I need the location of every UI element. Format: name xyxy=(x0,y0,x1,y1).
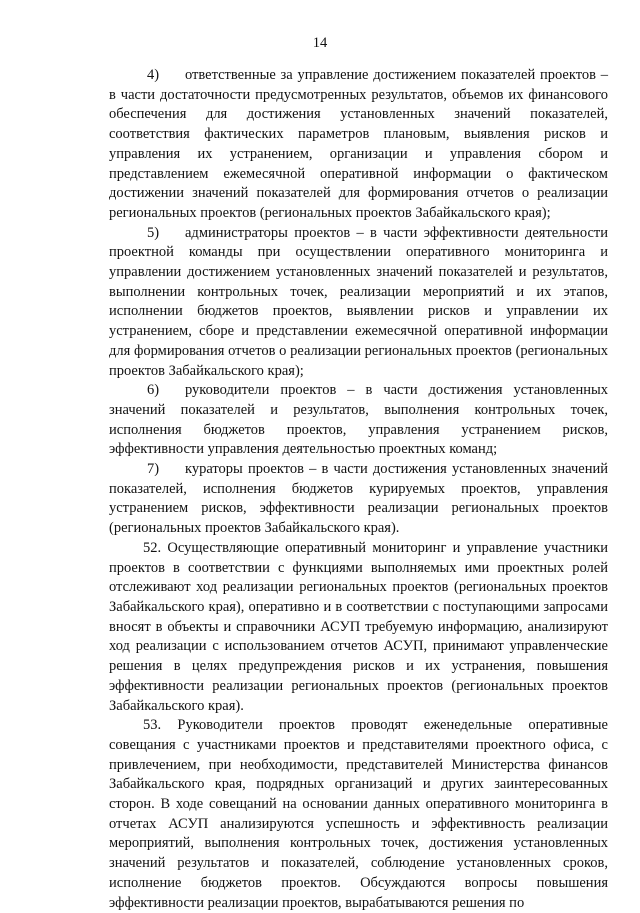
list-item-4 xyxy=(109,66,608,224)
list-item-number: 6) xyxy=(147,382,160,399)
list-item-text: руководители проектов – в части достижения установленных значений показателей и результатов, выполнения контрольных точек, исполнения бюджетов проектов, управления устранением рисков, эффективности управления деятельностью проектных команд; xyxy=(109,382,608,458)
list-item-text: кураторы проектов – в части достижения установленных значений показателей, исполнения бюджетов курируемых проектов, управления устранением рисков, эффективности реализации региональных проектов (региональных проектов Забайкальского края). xyxy=(109,461,608,537)
list-item-number: 4) xyxy=(147,67,160,83)
list-item-text: администраторы проектов – в части эффективности деятельности проектной команды при осуществлении оперативного мониторинга и управлении достижением установленных значений показателей и результатов, выполнении контрольных точек, реализации мероприятий и их этапов, исполнении бюджетов проектов, выявлении рисков и управлении их устранением, сборе и представлении ежемесячной оперативной информации для формирования отчетов о реализации региональных проектов (региональных проектов Забайкальского края); xyxy=(109,224,608,379)
list-item-number: 5) xyxy=(147,224,160,241)
page-number: 14 xyxy=(312,35,328,51)
list-item-5 xyxy=(109,224,608,382)
document-body xyxy=(109,66,608,913)
paragraph-52: 52. Осуществляющие оперативный мониторинг и управление участники проектов в соответствии с функциями выполняемых ими проектных ролей отслеживают ход реализации региональных проектов (региональных проектов Забайкальского края), оперативно и в соответствии с поступающими запросами вносят в объекты и справочники АСУП требуемую информацию, анализируют ход реализации с использованием отчетов АСУП, принимают управленческие решения в целях предупреждения рисков и их устранения, повышения эффективности реализации региональных проектов (региональных проектов Забайкальского края). xyxy=(109,539,608,714)
list-item-text: ответственные за управление достижением показателей проектов – в части достаточности предусмотренных результатов, объемов их финансового обеспечения для достижения установленных значений показателей, соответствия фактических параметров плановым, выявления рисков и управления их устранением, организации и управления сбором и представлением ежемесячной оперативной информации о фактическом достижении значений показателей для формирования отчетов о реализации региональных проектов (региональных проектов Забайкальского края); xyxy=(109,67,608,221)
list-item-7 xyxy=(109,460,608,539)
list-item-6 xyxy=(109,381,608,460)
paragraph-53: 53. Руководители проектов проводят еженедельные оперативные совещания с участниками проектов и представителями проектного офиса, с привлечением, при необходимости, представителей Министерства финансов Забайкальского края, подрядных организаций и других заинтересованных сторон. В ходе совещаний на основании данных оперативного мониторинга в отчетах АСУП анализируются успешность и эффективность реализации мероприятий, выполнения контрольных точек, достижения установленных значений результатов и показателей, соблюдение установленных сроков, исполнение бюджетов проектов. Обсуждаются вопросы повышения эффективности реализации проектов, вырабатываются решения по xyxy=(109,717,608,911)
list-item-number: 7) xyxy=(147,461,160,478)
